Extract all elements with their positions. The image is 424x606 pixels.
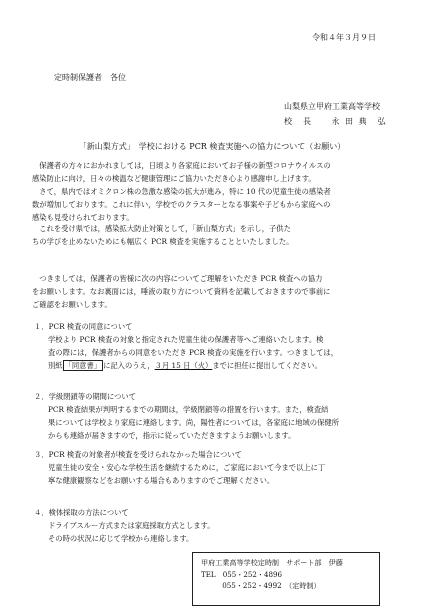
section-consent: [34, 320, 400, 372]
text-line: ご確認をお願いします。: [32, 299, 112, 309]
principal-name: 校 長 永 田 典 弘: [284, 117, 388, 126]
text-line: 感染も見受けられております。: [32, 212, 134, 222]
text-line: ちの学びを止めないためにも幅広く PCR 検査を実施することといたしました。: [32, 236, 294, 246]
text-line: からも連絡が届きますので，指示に従っていただきますようお願いします。: [48, 431, 296, 440]
text-fragment: 別紙: [48, 361, 63, 370]
text-line: 感染防止に向け，日々の検温など健康管理にご協力いただき心より感謝申し上げます。: [32, 173, 316, 183]
intro-paragraph-2: [32, 223, 400, 249]
contact-phone-1: TEL 055・252・4896: [201, 569, 283, 579]
section-sampling-method: [34, 506, 400, 545]
text-line: PCR 検査結果が判明するまでの期間は，学級閉鎖等の措置を行います。また，検査結: [48, 405, 329, 414]
text-line: これを受け県では，感染拡大防止対策として，「新山梨方式」を示し，子供た: [32, 224, 291, 233]
section-heading: ４．検体採取の方法について: [34, 508, 129, 517]
intro-paragraph-1: [32, 160, 400, 225]
text-line: つきましては，保護者の皆様に次の内容についてご理解をいただき PCR 検査への協力: [32, 274, 323, 283]
recipient: 定時制保護者 各位: [54, 73, 126, 82]
section-body: [48, 403, 400, 442]
text-line: 査の際には，保護者からの同意をいただき PCR 検査の実施を行います。つきましては，: [48, 348, 339, 357]
consent-form-label: 「同意書」: [64, 361, 102, 370]
intro-paragraph-3: [32, 273, 400, 312]
section-closure-period: [34, 390, 400, 442]
deadline-date: ３月 15 日（火）: [154, 361, 213, 370]
text-line: 児童生徒の安全・安心な学校生活を継続するために，ご家庭において今まで以上に丁: [48, 463, 326, 472]
section-heading: ３．PCR 検査の対象者が検査を受けられなかった場合について: [34, 450, 242, 459]
section-heading: １．PCR 検査の同意について: [34, 322, 133, 331]
text-line: 寧な健康観察などをお願いする場合もありますのでご理解ください。: [48, 476, 275, 485]
section-heading: ２．学級閉鎖等の期間について: [34, 392, 137, 401]
contact-phone-2: 055・252・4992 （定時制）: [201, 581, 321, 590]
text-line: 果については学校より家庭に連絡します。尚，陽性者については，各家庭に地域の保健所: [48, 418, 339, 427]
text-fragment: に記入のうえ，: [103, 361, 155, 370]
text-line: 保護者の方々におかれましては，日頃より各家庭においてお子様の新型コロナウイルスの: [32, 161, 331, 170]
text-line: 学校より PCR 検査の対象と指定された児童生徒の保護者等へご連絡いたします。検: [48, 335, 324, 344]
section-body: [48, 519, 400, 545]
text-line: [48, 359, 400, 372]
text-line: その時の状況に応じて学校から連絡します。: [48, 534, 194, 543]
section-body: [48, 333, 400, 372]
school-name: 山梨県立甲府工業高等学校: [284, 102, 380, 111]
text-line: をお願いします。なお裏面には，唾液の取り方について資料を記載しておきますので事前に: [32, 286, 331, 296]
contact-box: [192, 552, 380, 606]
document-title: 「新山梨方式」 学校における PCR 検査実施への協力について（お願い）: [78, 142, 346, 151]
section-body: [48, 461, 400, 487]
text-line: 数が増加しております。これに伴い，学校でのクラスターとなる事案や子どもから家庭への: [32, 199, 331, 209]
document-date: 令和４年３月９日: [312, 33, 376, 42]
contact-department: 甲府工業高等学校定時制 サポート部 伊藤: [201, 558, 343, 567]
text-line: ドライブスルー方式または家庭採取方式とします。: [48, 521, 215, 530]
section-untested: [34, 448, 400, 487]
text-fragment: までに担任に提出してください。: [212, 361, 322, 370]
text-line: さて，県内ではオミクロン株の急激な感染の拡大が進み，特に 10 代の児童生徒の感染者: [32, 186, 331, 196]
